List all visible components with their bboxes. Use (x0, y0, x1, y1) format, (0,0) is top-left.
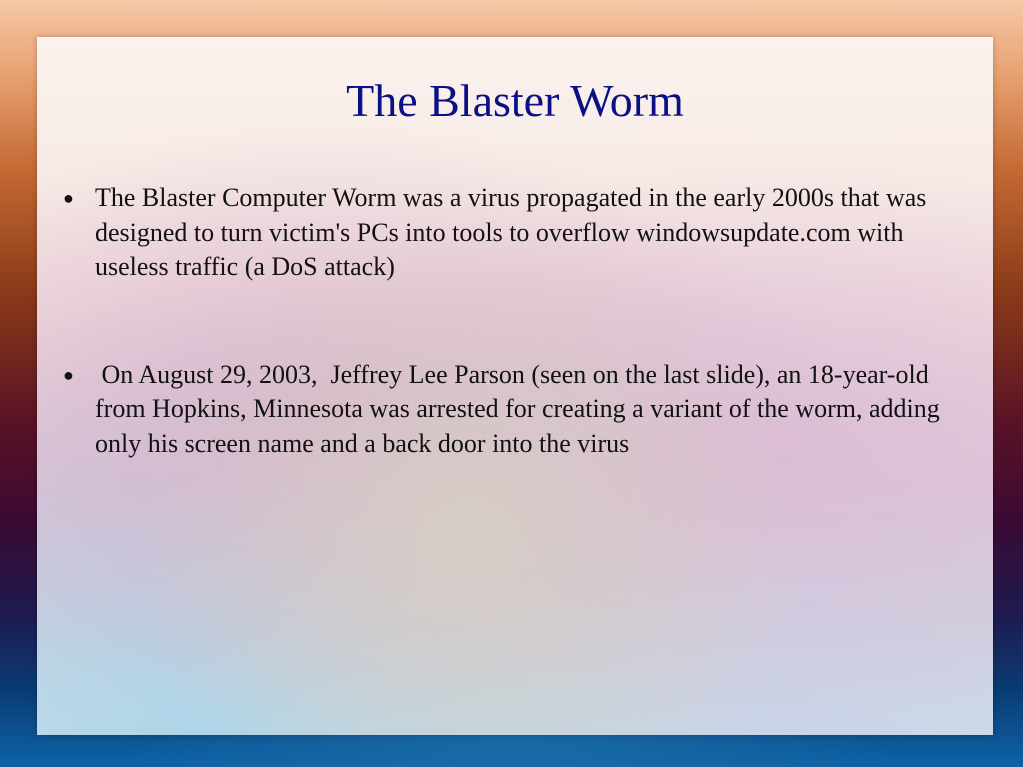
bullet-list (59, 181, 979, 461)
bullet-icon: ● (63, 188, 74, 208)
bullet-item (59, 181, 979, 285)
background-frame-left (0, 0, 36, 767)
slide-panel (37, 37, 993, 735)
bullet-text: On August 29, 2003, Jeffrey Lee Parson (seen on the last slide), an 18-year-old from Hopkins, Minnesota was arrested for creating a variant of the worm, adding only his screen name and a back door into the virus (95, 359, 947, 458)
slide-title: The Blaster Worm (346, 75, 684, 126)
bullet-icon: ● (63, 364, 74, 385)
bullet-item (59, 358, 979, 462)
bullet-text: The Blaster Computer Worm was a virus propagated in the early 2000s that was designed to turn victim's PCs into tools to overflow windowsupdate.com with useless traffic (a DoS attack) (95, 183, 933, 281)
